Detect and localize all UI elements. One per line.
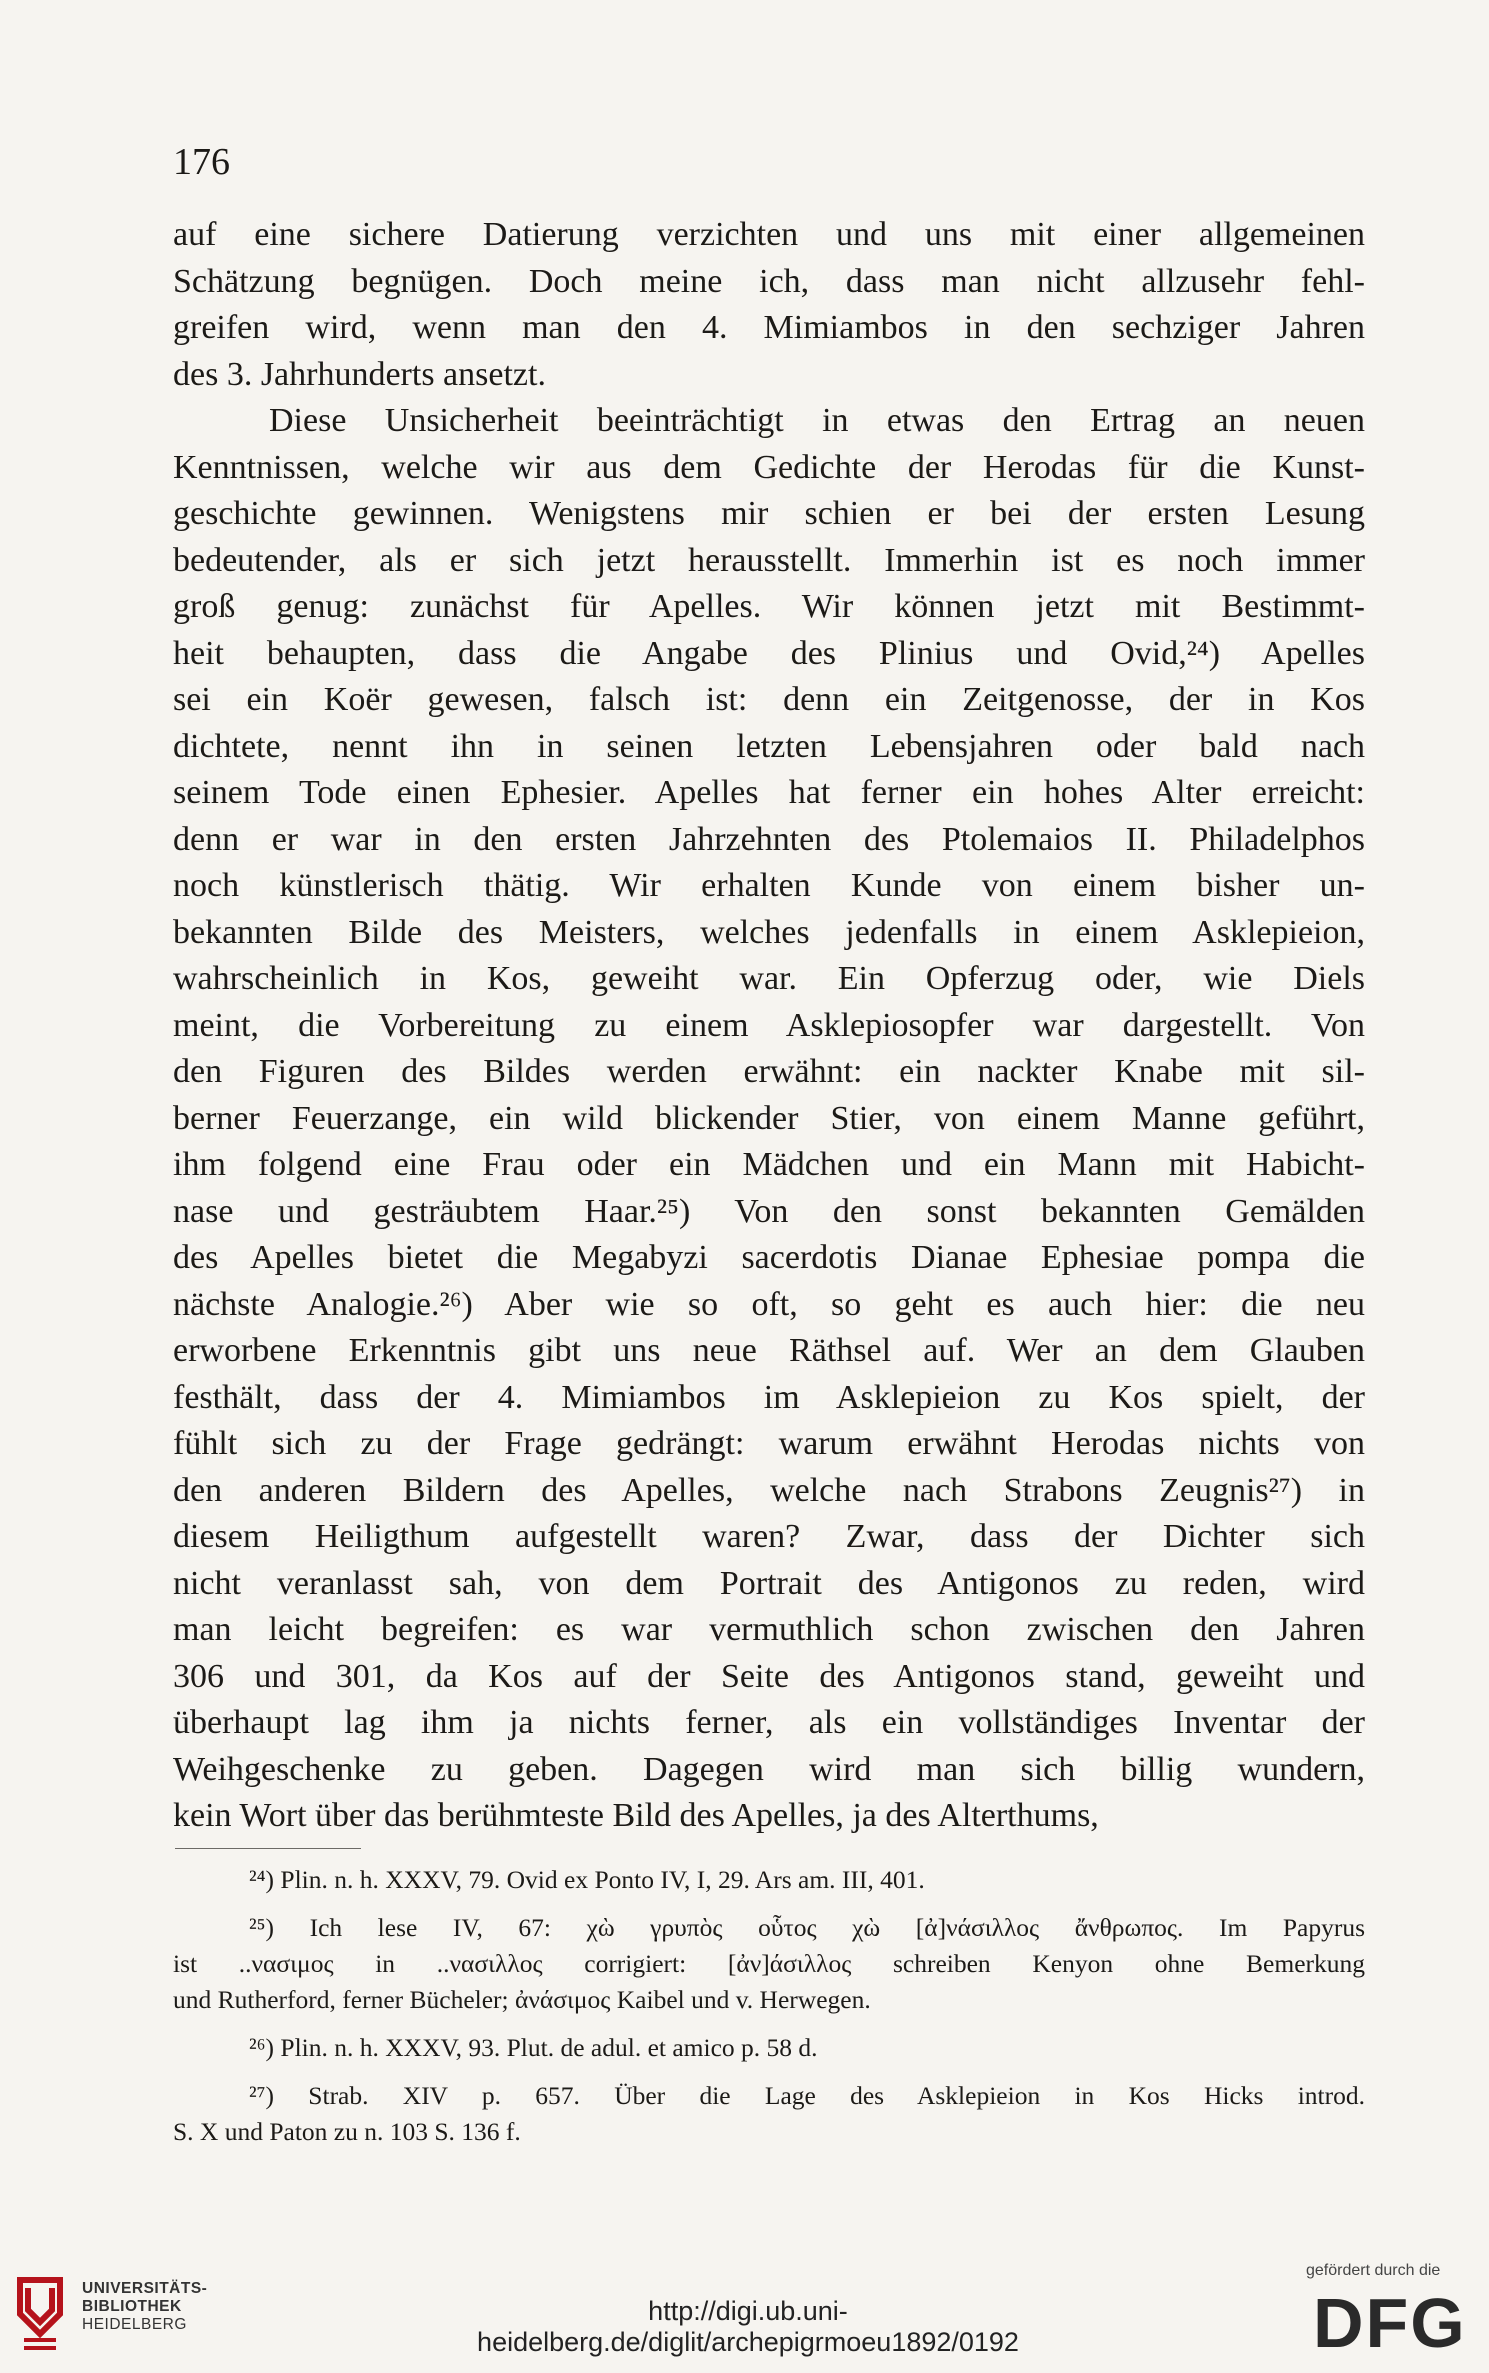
text-line: den anderen Bildern des Apelles, welche nach Strabons Zeugnis²⁷) in (173, 1471, 1365, 1509)
text-line: greifen wird, wenn man den 4. Mimiambos in den sechziger Jahren (173, 309, 1365, 346)
library-name-line: BIBLIOTHEK (82, 2298, 182, 2315)
university-library-logo (14, 2274, 66, 2354)
text-line: 306 und 301, da Kos auf der Seite des Antigonos stand, geweiht und (173, 1657, 1365, 1695)
text-line: ihm folgend eine Frau oder ein Mädchen und ein Mann mit Habicht- (173, 1146, 1365, 1183)
text-line: man leicht begreifen: es war vermuthlich schon zwischen den Jahren (173, 1611, 1365, 1648)
text-line: festhält, dass der 4. Mimiambos im Asklepieion zu Kos spielt, der (173, 1378, 1365, 1416)
library-name-line: HEIDELBERG (82, 2316, 187, 2333)
text-line: nicht veranlasst sah, von dem Portrait des Antigonos zu reden, wird (173, 1564, 1365, 1602)
dfg-logo: DFG (1313, 2284, 1467, 2362)
text-line: seinem Tode einen Ephesier. Apelles hat ferner ein hohes Alter erreicht: (173, 774, 1365, 811)
text-line: groß genug: zunächst für Apelles. Wir können jetzt mit Bestimmt- (173, 588, 1365, 625)
footnote-line: S. X und Paton zu n. 103 S. 136 f. (173, 2117, 521, 2146)
footnotes (173, 1862, 1365, 2150)
footer-bar (0, 2252, 1489, 2373)
text-line: berner Feuerzange, ein wild blickender Stier, von einem Manne geführt, (173, 1099, 1365, 1137)
text-line: sei ein Koër gewesen, falsch ist: denn ein Zeitgenosse, der in Kos (173, 681, 1365, 718)
text-line: dichtete, nennt ihn in seinen letzten Lebensjahren oder bald nach (173, 727, 1365, 765)
text-line: Weihgeschenke zu geben. Dagegen wird man sich billig wundern, (173, 1750, 1365, 1788)
text-line: nase und gesträubtem Haar.²⁵) Von den sonst bekannten Gemälden (173, 1192, 1365, 1230)
text-line: des Apelles bietet die Megabyzi sacerdotis Dianae Ephesiae pompa die (173, 1239, 1365, 1276)
text-line: bekannten Bilde des Meisters, welches jedenfalls in einem Asklepieion, (173, 913, 1365, 951)
footnote-line: ist ..νασιμος in ..νασιλλος corrigiert: [ἀν]άσιλλος schreiben Kenyon ohne Bemerkung (173, 1949, 1365, 1978)
text-line: bedeutender, als er sich jetzt herausstellt. Immerhin ist es noch immer (173, 541, 1365, 579)
footnote-gap (173, 2066, 1365, 2078)
footnote-gap (173, 2018, 1365, 2030)
text-line: erworbene Erkenntnis gibt uns neue Räthsel auf. Wer an dem Glauben (173, 1332, 1365, 1369)
text-line: heit behaupten, dass die Angabe des Plinius und Ovid,²⁴) Apelles (173, 634, 1365, 672)
text-line: den Figuren des Bildes werden erwähnt: ein nackter Knabe mit sil- (173, 1053, 1365, 1090)
text-line: nächste Analogie.²⁶) Aber wie so oft, so geht es auch hier: die neu (173, 1285, 1365, 1323)
footnote-line: und Rutherford, ferner Bücheler; ἀνάσιμος Kaibel und v. Herwegen. (173, 1985, 871, 2014)
text-line: wahrscheinlich in Kos, geweiht war. Ein Opferzug oder, wie Diels (173, 960, 1365, 997)
text-line: diesem Heiligthum aufgestellt waren? Zwar, dass der Dichter sich (173, 1518, 1365, 1555)
text-line: Kenntnissen, welche wir aus dem Gedichte der Herodas für die Kunst- (173, 448, 1365, 486)
university-library-name (82, 2280, 207, 2334)
footnote-rule (175, 1848, 361, 1849)
text-line: kein Wort über das berühmteste Bild des Apelles, ja des Alterthums, (173, 1797, 1099, 1834)
text-line: des 3. Jahrhunderts ansetzt. (173, 355, 546, 393)
text-line: noch künstlerisch thätig. Wir erhalten Kunde von einem bisher un- (173, 867, 1365, 904)
page-number: 176 (173, 141, 230, 183)
text-line: auf eine sichere Datierung verzichten und uns mit einer allgemeinen (173, 216, 1365, 253)
footnote-line: ²⁶) Plin. n. h. XXXV, 93. Plut. de adul. et amico p. 58 d. (249, 2033, 818, 2062)
text-line: fühlt sich zu der Frage gedrängt: warum erwähnt Herodas nichts von (173, 1425, 1365, 1462)
text-line: meint, die Vorbereitung zu einem Asklepiosopfer war dargestellt. Von (173, 1006, 1365, 1044)
body-text (173, 212, 1365, 1840)
text-line: denn er war in den ersten Jahrzehnten des Ptolemaios II. Philadelphos (173, 820, 1365, 858)
footnote-gap (173, 1898, 1365, 1910)
text-line: überhaupt lag ihm ja nichts ferner, als ein vollständiges Inventar der (173, 1704, 1365, 1741)
text-line: geschichte gewinnen. Wenigstens mir schien er bei der ersten Lesung (173, 495, 1365, 532)
footnote-line: ²⁴) Plin. n. h. XXXV, 79. Ovid ex Ponto IV, I, 29. Ars am. III, 401. (249, 1865, 925, 1894)
footnote-line: ²⁵) Ich lese IV, 67: χὼ γρυπὸς οὗτος χὼ [ἀ]νάσιλλος ἄνθρωπος. Im Papyrus (249, 1913, 1365, 1942)
library-name-line: UNIVERSITÄTS- (82, 2280, 208, 2297)
footnote-line: ²⁷) Strab. XIV p. 657. Über die Lage des Asklepieion in Kos Hicks introd. (249, 2081, 1365, 2110)
funder-label: gefördert durch die (1306, 2262, 1441, 2279)
text-line: Schätzung begnügen. Doch meine ich, dass man nicht allzusehr fehl- (173, 262, 1365, 300)
text-line: Diese Unsicherheit beeinträchtigt in etwas den Ertrag an neuen (269, 402, 1365, 439)
permalink-url[interactable]: http://digi.ub.uni-heidelberg.de/diglit/archepigrmoeu1892/0192 (477, 2296, 1019, 2357)
